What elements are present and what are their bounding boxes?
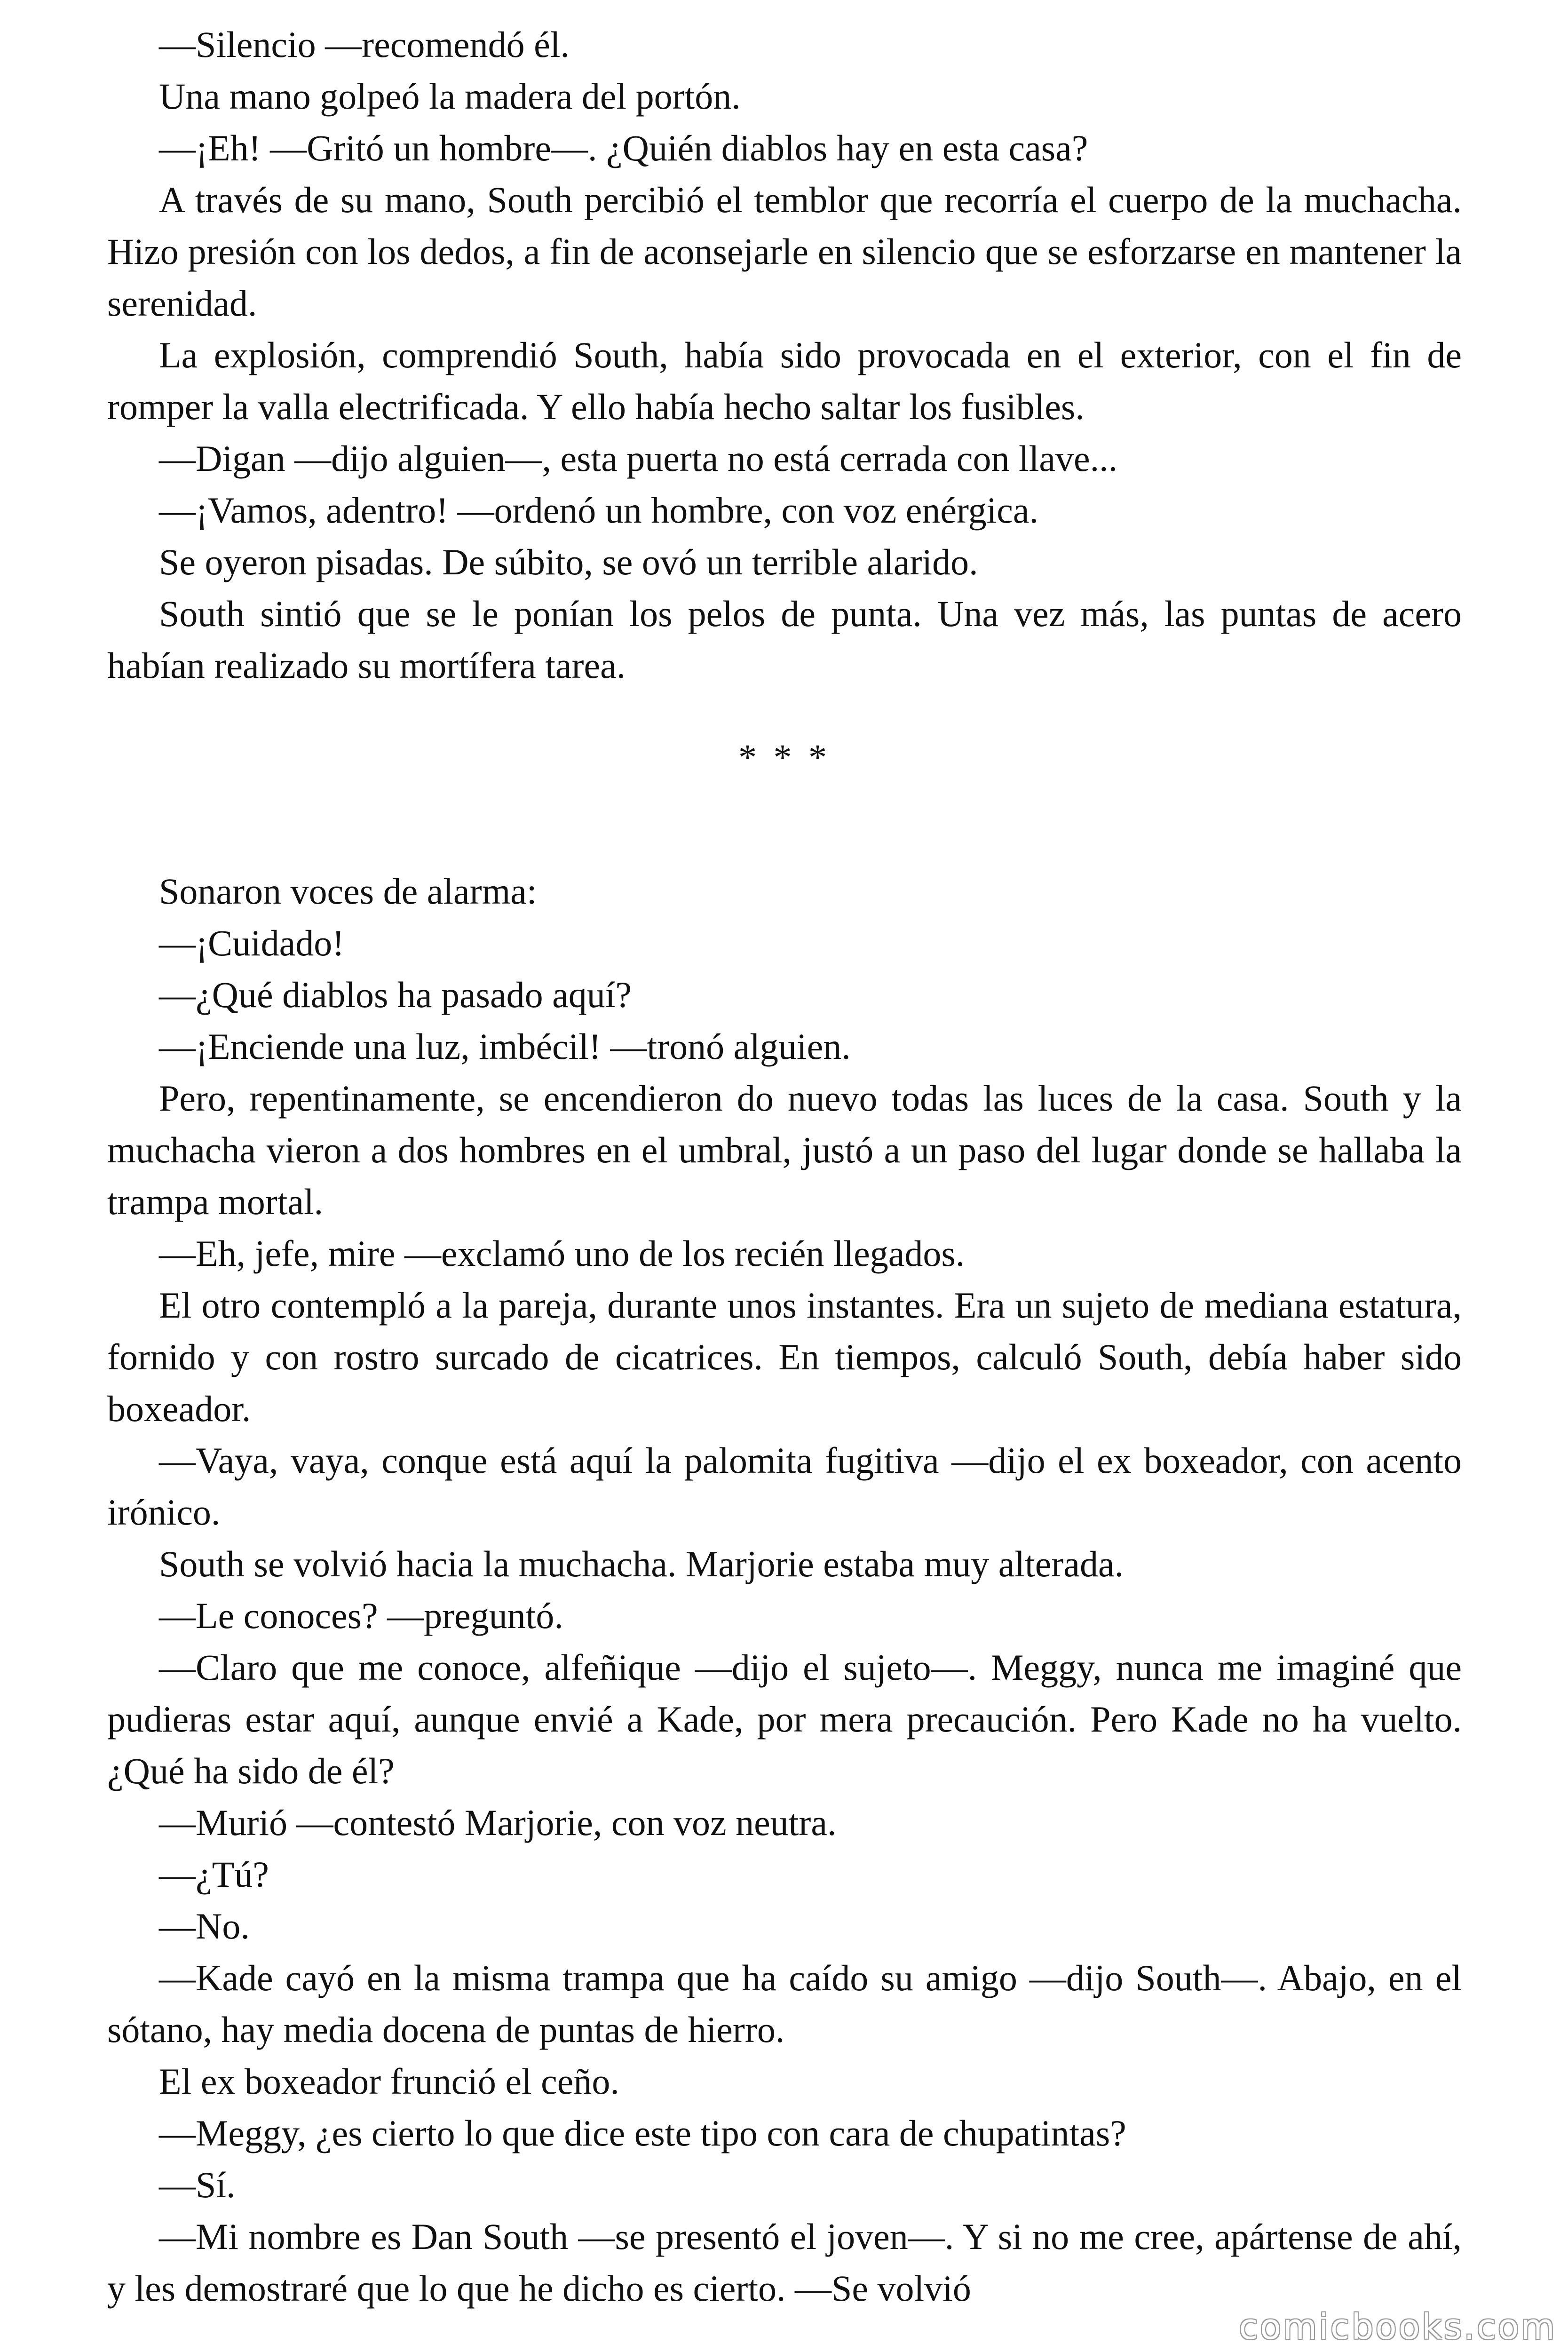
- paragraph: —Vaya, vaya, conque está aquí la palomita fugitiva —dijo el ex boxeador, con acento irónico.: [107, 1440, 1462, 1533]
- paragraph: A través de su mano, South percibió el temblor que recorría el cuerpo de la muchacha. Hizo presión con los dedos, a fin de aconsejarle en silencio que se esforzarse en mantener la serenidad.: [107, 179, 1462, 324]
- book-page: [107, 19, 1462, 2314]
- paragraph: Se oyeron pisadas. De súbito, se ovó un terrible alarido.: [159, 541, 978, 582]
- paragraph: Sonaron voces de alarma:: [159, 871, 537, 912]
- paragraph: —Digan —dijo alguien—, esta puerta no está cerrada con llave...: [159, 438, 1118, 479]
- paragraph: —Claro que me conoce, alfeñique —dijo el sujeto—. Meggy, nunca me imaginé que pudieras estar aquí, aunque envié a Kade, por mera precaución. Pero Kade no ha vuelto. ¿Qué ha sido de él?: [107, 1647, 1462, 1791]
- section-separator: * * *: [738, 737, 831, 778]
- paragraph: —Mi nombre es Dan South —se presentó el joven—. Y si no me cree, apártense de ahí, y les demostraré que lo que he dicho es cierto. —Se volvió: [107, 2216, 1462, 2309]
- paragraph: —¿Tú?: [159, 1854, 269, 1895]
- paragraph: El otro contempló a la pareja, durante unos instantes. Era un sujeto de mediana estatura, fornido y con rostro surcado de cicatrices. En tiempos, calculó South, debía haber sido boxeador.: [107, 1285, 1462, 1429]
- paragraph: —Kade cayó en la misma trampa que ha caído su amigo —dijo South—. Abajo, en el sótano, hay media docena de puntas de hierro.: [107, 1957, 1462, 2050]
- paragraph: South sintió que se le ponían los pelos de punta. Una vez más, las puntas de acero habían realizado su mortífera tarea.: [107, 593, 1462, 686]
- paragraph: —¡Vamos, adentro! —ordenó un hombre, con voz enérgica.: [159, 490, 1038, 531]
- paragraph: —Le conoces? —preguntó.: [159, 1595, 563, 1636]
- paragraph: —No.: [159, 1906, 250, 1947]
- paragraph: South se volvió hacia la muchacha. Marjorie estaba muy alterada.: [159, 1543, 1124, 1584]
- paragraph: Pero, repentinamente, se encendieron do nuevo todas las luces de la casa. South y la muchacha vieron a dos hombres en el umbral, justó a un paso del lugar donde se hallaba la trampa mortal.: [107, 1078, 1462, 1222]
- paragraph: —Silencio —recomendó él.: [159, 24, 570, 65]
- paragraph: —Meggy, ¿es cierto lo que dice este tipo con cara de chupatintas?: [159, 2113, 1126, 2153]
- paragraph: —Murió —contestó Marjorie, con voz neutra.: [159, 1802, 837, 1843]
- paragraph: —Eh, jefe, mire —exclamó uno de los recién llegados.: [159, 1233, 965, 1274]
- paragraph: —¡Enciende una luz, imbécil! —tronó alguien.: [159, 1026, 851, 1067]
- paragraph: —¿Qué diablos ha pasado aquí?: [159, 974, 632, 1015]
- paragraph: —Sí.: [159, 2164, 236, 2205]
- paragraph: El ex boxeador frunció el ceño.: [159, 2061, 619, 2102]
- paragraph: —¡Cuidado!: [159, 922, 345, 963]
- watermark: comicbooks.com: [1239, 2307, 1557, 2347]
- section-2: [107, 866, 1462, 2314]
- paragraph: —¡Eh! —Gritó un hombre—. ¿Quién diablos hay en esta casa?: [159, 127, 1088, 168]
- paragraph: Una mano golpeó la madera del portón.: [159, 76, 741, 117]
- paragraph: La explosión, comprendió South, había sido provocada en el exterior, con el fin de romper la valla electrificada. Y ello había hecho saltar los fusibles.: [107, 334, 1462, 427]
- section-1: [107, 19, 1462, 691]
